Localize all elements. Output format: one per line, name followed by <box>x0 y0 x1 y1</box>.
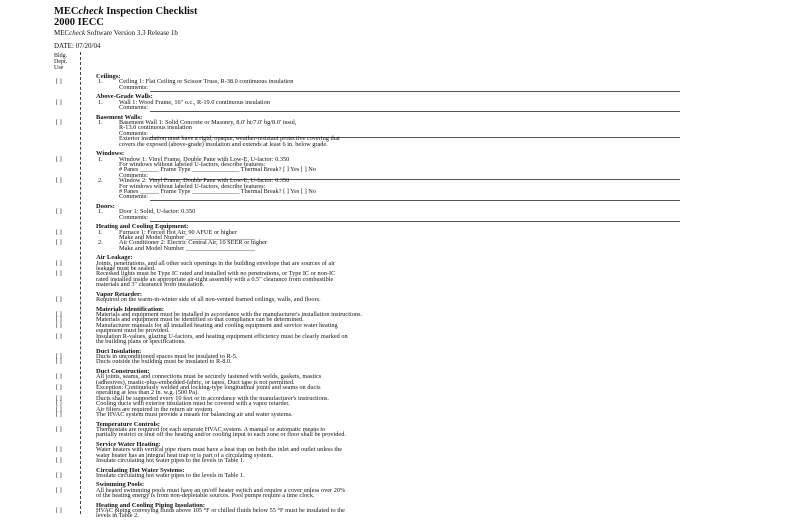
checkbox[interactable]: [ ] <box>56 358 62 366</box>
line-text: For windows without labeled U-factors, describe features: <box>119 182 266 190</box>
line-text: The HVAC system must provide a means for balancing air and water systems. <box>96 411 293 419</box>
line-text: # Panes ______ Frame Type _______________ Thermal Break? [ ] Yes [ ] No <box>119 166 316 174</box>
section-title: Ceilings: <box>96 73 121 80</box>
line-text: levels in Table 2. <box>96 512 139 520</box>
report-date: DATE: 07/20/04 <box>54 42 101 50</box>
line-text: Ducts outside the building must be insulated to R-8.0. <box>96 358 232 366</box>
line-text: equipment must be provided. <box>96 327 170 335</box>
checkbox[interactable]: [ ] <box>56 98 62 106</box>
section-title: Vapor Retarder: <box>96 290 143 298</box>
line-text: Make and Model Number ______________________ <box>119 244 256 252</box>
checkbox[interactable]: [ ] <box>56 259 62 267</box>
line-text: water heater has an integral heat trap or is part of a circulating system. <box>96 451 273 459</box>
line-text: Exterior insulation must have a rigid, opaque, weather-resistant protective covering that <box>119 135 340 143</box>
line-text: Insulate circulating hot water pipes to the levels in Table 1. <box>96 471 245 479</box>
checkbox[interactable]: [ ] <box>56 155 62 163</box>
comment-rule <box>150 200 680 201</box>
checkbox[interactable]: [ ] <box>56 394 62 402</box>
item-number: 1. <box>98 208 103 216</box>
item-number: 2. <box>98 239 103 247</box>
section-title: Service Water Heating: <box>96 440 161 448</box>
checkbox[interactable]: [ ] <box>56 270 62 278</box>
checkbox[interactable]: [ ] <box>56 118 62 126</box>
line-text: materials and 3" clearance from insulation. <box>96 281 205 289</box>
line-text: Ducts shall be supported every 10 feet or in accordance with the manufacturer's instructions. <box>96 394 329 402</box>
section-title: Duct Construction: <box>96 367 150 375</box>
checkbox[interactable]: [ ] <box>56 311 62 318</box>
line-text: Basement Wall 1: Solid Concrete or Masonry, 8.0' ht/7.0' bg/8.0' insul, <box>119 118 297 126</box>
line-text: Insulation R-values, glazing U-factors, and heating equipment efficiency must be clearly marked on <box>96 332 348 340</box>
line-text: rated installed inside an appropriate air-tight assembly with a 0.5" clearance from combustible <box>96 275 334 283</box>
line-text: Ducts in unconditioned spaces must be insulated to R-5. <box>96 352 238 360</box>
bdu-line: Use <box>54 65 64 71</box>
line-text: HVAC piping conveying fluids above 105 °F or chilled fluids below 55 °F must be insulated to the <box>96 507 345 514</box>
item-number: 1. <box>98 228 103 236</box>
checkbox[interactable]: [ ] <box>56 411 62 419</box>
document-title: MECcheck Inspection Checklist <box>54 6 198 17</box>
section-title: Temperature Controls: <box>96 420 160 428</box>
line-text: All joints, seams, and connections must be securely fastened with welds, gaskets, mastics <box>96 373 322 381</box>
section-title: Materials Identification: <box>96 305 165 313</box>
checkbox[interactable]: [ ] <box>56 352 62 360</box>
checkbox[interactable]: [ ] <box>56 78 62 86</box>
line-text: R-13.0 continuous insulation <box>119 124 192 132</box>
item-number: 1. <box>98 78 103 86</box>
software-version: MECcheck Software Version 3.3 Release 1b <box>54 29 178 37</box>
bdu-line: Dept. <box>54 59 68 65</box>
checkbox[interactable]: [ ] <box>56 446 62 454</box>
column-divider <box>80 52 81 514</box>
line-text: Recessed lights must be Type IC rated and installed with no penetrations, or Type IC or non-IC <box>96 270 336 278</box>
checkbox[interactable]: [ ] <box>56 486 62 494</box>
section-title: Duct Insulation: <box>96 347 142 355</box>
checkbox[interactable]: [ ] <box>56 321 62 329</box>
line-text: Wall 1: Wood Frame, 16" o.c., R-19.0 continuous insulation <box>119 98 270 106</box>
line-text: the building plans or specifications. <box>96 338 186 346</box>
line-text: Make and Model Number ______________________ <box>119 233 256 241</box>
line-text: Thermostats are required for each separate HVAC system. A manual or automatic means to <box>96 425 326 433</box>
section-title: Heating and Cooling Equipment: <box>96 223 189 231</box>
line-text: Comments: <box>119 129 149 137</box>
checkbox[interactable]: [ ] <box>56 208 62 216</box>
section-title: Windows: <box>96 150 125 157</box>
checkbox[interactable]: [ ] <box>56 405 62 413</box>
line-text: Comments: <box>119 104 149 112</box>
section-title: Swimming Pools: <box>96 481 145 489</box>
line-text: operating at less than 2 in. w.g. (500 Pa). <box>96 389 199 397</box>
item-number: 1. <box>98 98 103 106</box>
line-text: Required on the warm-in-winter side of all non-vented framed ceilings, walls, and floors. <box>96 296 321 304</box>
item-number: 1. <box>98 155 103 163</box>
checkbox[interactable]: [ ] <box>56 296 62 304</box>
line-text: Comments: <box>119 171 149 179</box>
line-text: leakage must be sealed. <box>96 265 156 272</box>
line-text: Ceiling 1: Flat Ceiling or Scissor Truss, R-38.0 continuous insulation <box>119 78 294 86</box>
section-title: Basement Walls: <box>96 113 143 121</box>
comment-rule <box>150 221 680 222</box>
comment-rule <box>150 111 680 112</box>
line-text: Comments: <box>119 193 149 201</box>
section-title: Above-Grade Walls: <box>96 93 153 101</box>
section-title: Air Leakage: <box>96 254 133 262</box>
comment-rule <box>150 91 680 92</box>
checkbox[interactable]: [ ] <box>56 507 62 514</box>
line-text: Materials and equipment must be installed in accordance with the manufacturer's installation instructions. <box>96 311 363 318</box>
line-text: Joints, penetrations, and all other such openings in the building envelope that are sources of air <box>96 259 336 267</box>
line-text: (adhesives), mastic-plus-embedded-fabric, or tapes. Duct tape is not permitted. <box>96 378 295 386</box>
line-text: # Panes ______ Frame Type _______________ Thermal Break? [ ] Yes [ ] No <box>119 188 316 195</box>
line-text: For windows without labeled U-factors, describe features: <box>119 160 266 168</box>
line-text: Window 2: Vinyl Frame, Double Pane with Low-E, U-factor: 0.350 <box>119 177 290 185</box>
line-text: Manufacturer manuals for all installed heating and cooling equipment and service water heating <box>96 321 338 329</box>
line-text: Cooling ducts with exterior insulation must be covered with a vapor retarder. <box>96 400 290 408</box>
checkbox[interactable]: [ ] <box>56 332 62 340</box>
section-title: Circulating Hot Water Systems: <box>96 466 185 474</box>
checkbox[interactable]: [ ] <box>56 457 62 464</box>
line-text: Air filters are required in the return air system. <box>96 405 214 413</box>
section-title: Heating and Cooling Piping Insulation: <box>96 501 206 509</box>
line-text: partially restrict or shut off the heating and/or cooling input to each zone or floor shall be provided. <box>96 431 346 439</box>
checkbox[interactable]: [ ] <box>56 400 62 408</box>
line-text: Materials and equipment must be identified so that compliance can be determined. <box>96 316 304 324</box>
line-text: covers the exposed (above-grade) insulation and extends at least 6 in. below grade. <box>119 140 328 148</box>
bdu-line: Bldg. <box>54 53 68 59</box>
section-title: Doors: <box>96 202 115 210</box>
checkbox[interactable]: [ ] <box>56 228 62 236</box>
item-number: 2. <box>98 177 103 185</box>
checkbox[interactable]: [ ] <box>56 373 62 381</box>
line-text: Insulate circulating hot water pipes to the levels in Table 1. <box>96 457 245 464</box>
line-text: Comments: <box>119 213 149 221</box>
bldg-dept-use-header <box>54 53 67 71</box>
line-text: Furnace 1: Forced Hot Air, 90 AFUE or higher <box>119 228 237 236</box>
checkbox[interactable]: [ ] <box>56 316 62 324</box>
checkbox[interactable]: [ ] <box>56 471 62 479</box>
checkbox[interactable]: [ ] <box>56 425 62 433</box>
code-version: 2000 IECC <box>54 17 104 28</box>
checkbox[interactable]: [ ] <box>56 239 62 247</box>
checkbox[interactable]: [ ] <box>56 177 62 185</box>
line-text: Exception: Continuously welded and locking-type longitudinal joints and seams on ducts <box>96 384 321 391</box>
line-text: Door 1: Solid, U-factor: 0.350 <box>119 208 196 216</box>
line-text: Window 1: Vinyl Frame, Double Pane with Low-E, U-factor: 0.350 <box>119 155 290 163</box>
checkbox[interactable]: [ ] <box>56 384 62 391</box>
item-number: 1. <box>98 118 103 126</box>
line-text: Water heaters with vertical pipe risers must have a heat trap on both the inlet and outlet unless the <box>96 446 343 454</box>
line-text: Air Conditioner 2: Electric Central Air, 10 SEER or higher <box>119 239 268 247</box>
line-text: All heated swimming pools must have an on/off heater switch and require a cover unless over 20% <box>96 486 346 494</box>
line-text: Comments: <box>119 83 149 91</box>
line-text: of the heating energy is from non-depletable sources. Pool pumps require a time clock. <box>96 492 315 500</box>
